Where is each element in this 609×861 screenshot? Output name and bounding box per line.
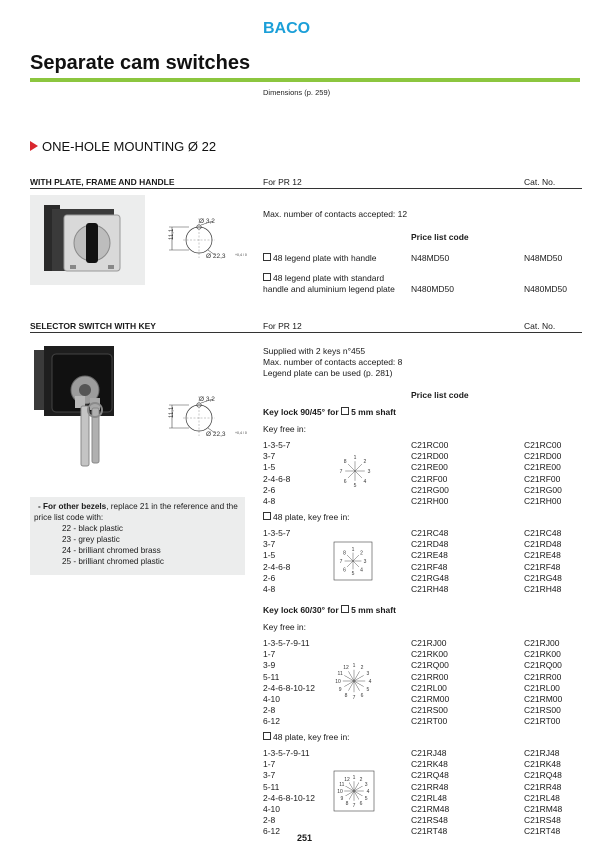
checkbox-square-icon [263, 253, 271, 261]
note-item: 24 - brilliant chromed brass [62, 546, 161, 555]
list-item: C21RD00 [411, 451, 449, 462]
list-item: C21RM00 [524, 694, 563, 705]
lock-title-pre: Key lock 60/30° for [263, 605, 339, 615]
drawing-dia-large-label: Ø 22,3 [206, 253, 226, 260]
list-item: C21RC48 [524, 528, 562, 538]
note-item: 22 - black plastic [62, 524, 123, 533]
dial-position-label: 8 [343, 550, 346, 557]
list-item: 2-4-6-8 [263, 473, 291, 484]
dial-position-label: 8 [343, 459, 347, 466]
dial-position-label: 4 [366, 789, 370, 795]
lock2-g1-labels [263, 638, 315, 728]
bezel-note [30, 497, 245, 575]
list-item: C21RK00 [411, 649, 448, 660]
page-title: Separate cam switches [30, 52, 251, 74]
dial-position-label: 11 [339, 782, 345, 788]
dial-position-label: 2 [360, 550, 363, 557]
dial-position-label: 3 [366, 671, 370, 677]
lock2-key-free: Key free in: [263, 622, 306, 632]
list-item: C21RL48 [524, 792, 560, 803]
list-item: C21RJ00 [524, 638, 560, 648]
list-item: C21RL00 [524, 682, 560, 693]
list-item: C21RJ00 [411, 638, 447, 648]
dial-position-label: 3 [364, 782, 368, 788]
list-item: C21RK00 [524, 649, 561, 660]
list-item: C21RR48 [524, 781, 562, 792]
list-item: 3-7 [263, 451, 276, 462]
list-item: C21RD48 [524, 539, 562, 550]
page-number: 251 [297, 833, 313, 843]
plate-label: 48 plate, key free in: [273, 512, 350, 522]
lock2-title [263, 605, 396, 616]
dial-spoke [347, 555, 353, 561]
list-item: 4-10 [263, 804, 281, 815]
block2-intro [263, 346, 402, 379]
dial-position-label: 8 [344, 692, 348, 699]
brand-name: BACO [263, 20, 311, 37]
dial-position-label: 1 [353, 455, 357, 461]
list-item: C21RQ00 [411, 660, 449, 671]
list-item: 2-4-6-8 [263, 561, 291, 572]
list-item: C21RE00 [524, 462, 561, 473]
dial-position-label: 3 [363, 559, 367, 565]
dial-position-label: 9 [340, 796, 344, 802]
dial-position-label: 7 [352, 695, 356, 701]
dial-position-label: 6 [359, 801, 363, 808]
list-item: C21RG48 [524, 572, 562, 583]
block2-cat-header: Cat. No. [524, 321, 556, 331]
plate-label: 48 plate, key free in: [273, 732, 350, 742]
list-item: C21RH48 [411, 584, 449, 595]
note-item: 25 - brilliant chromed plastic [62, 557, 164, 566]
block2-rule [30, 332, 582, 333]
block1-row1-code: N48MD50 [411, 253, 450, 263]
list-item: C21RQ48 [411, 770, 449, 781]
dial-spoke [348, 464, 355, 471]
drawing-dia-small-label: Ø 3,2 [199, 218, 215, 225]
row-desc-2: handle and aluminium legend plate [263, 284, 395, 294]
list-item: C21RM00 [411, 694, 450, 705]
list-item: C21RE48 [524, 550, 561, 561]
note-bold: - For other bezels [38, 502, 107, 511]
dial-spoke [355, 471, 362, 478]
list-item: C21RG48 [411, 572, 449, 583]
list-item: 1-7 [263, 759, 276, 770]
dial-position-label: 4 [360, 567, 363, 574]
list-item: C21RT00 [411, 716, 448, 727]
list-item: C21RH48 [524, 584, 562, 595]
list-item: C21RQ00 [524, 660, 562, 671]
lock1-g2-labels [263, 528, 290, 595]
list-item: C21RK48 [411, 759, 448, 770]
dial-position-label: 1 [352, 663, 356, 669]
list-item: 3-9 [263, 660, 276, 671]
list-item: C21RT48 [411, 826, 448, 837]
red-triangle-icon [30, 141, 38, 151]
checkbox-square-icon [263, 273, 271, 281]
list-item: C21RC00 [524, 440, 562, 450]
list-item: 1-3-5-7-9-11 [263, 638, 310, 648]
dial-position-label: 5 [351, 571, 355, 577]
block1-max-contacts: Max. number of contacts accepted: 12 [263, 209, 408, 219]
product-photo-handle [30, 195, 145, 285]
intro-line: Legend plate can be used (p. 281) [263, 368, 393, 378]
list-item: C21RL48 [411, 792, 447, 803]
list-item: C21RM48 [524, 804, 563, 815]
block2-title: SELECTOR SWITCH WITH KEY [30, 321, 156, 331]
list-item: 1-3-5-7 [263, 528, 291, 538]
checkbox-square-icon [263, 732, 271, 740]
lock2-g2-cats [524, 748, 562, 838]
block1-title: WITH PLATE, FRAME AND HANDLE [30, 177, 175, 187]
list-item: 6-12 [263, 826, 281, 837]
list-item: C21RJ48 [411, 748, 447, 758]
dial-position-label: 6 [360, 692, 364, 699]
list-item: C21RG00 [524, 484, 562, 495]
dial-12-position-diagram [333, 660, 375, 702]
dial-position-label: 2 [359, 776, 363, 783]
list-item: 1-3-5-7 [263, 440, 291, 450]
list-item: 3-7 [263, 770, 276, 781]
dial-position-label: 1 [352, 775, 356, 781]
dial-spoke [353, 555, 359, 561]
dial-spoke [347, 561, 353, 567]
list-item: C21RC00 [411, 440, 449, 450]
list-item: 2-6 [263, 484, 276, 495]
drawing-height-label: 11,1 [169, 228, 175, 240]
dial-position-label: 9 [338, 687, 342, 693]
list-item: C21RR00 [411, 671, 449, 682]
list-item: 5-11 [263, 671, 280, 682]
note-rest: , replace 21 in the reference and the [106, 502, 238, 511]
section-title [30, 139, 216, 154]
list-item: 1-5 [263, 550, 276, 561]
list-item: C21RF00 [411, 473, 448, 484]
block1-row2-code: N480MD50 [411, 284, 454, 294]
list-item: C21RJ48 [524, 748, 560, 758]
dial-position-label: 3 [367, 469, 371, 475]
dimension-drawing-2 [163, 388, 248, 443]
row-desc: 48 legend plate with handle [273, 253, 377, 263]
list-item: C21RK48 [524, 759, 561, 770]
list-item: 2-6 [263, 572, 276, 583]
list-item: 1-3-5-7-9-11 [263, 748, 310, 758]
lock1-g1-cats [524, 440, 562, 507]
list-item: 1-7 [263, 649, 276, 660]
dial-position-label: 8 [345, 801, 349, 808]
list-item: 6-12 [263, 716, 281, 727]
list-item: C21RR00 [524, 671, 562, 682]
list-item: 2-4-6-8-10-12 [263, 792, 315, 803]
lock1-g1-labels [263, 440, 290, 507]
list-item: C21RL00 [411, 682, 447, 693]
selector-switch-key-image [30, 340, 145, 480]
list-item: C21RM48 [411, 804, 450, 815]
list-item: C21RH00 [411, 496, 449, 507]
block1-rule [30, 188, 582, 189]
list-item: C21RE48 [411, 550, 448, 561]
note-item: 23 - grey plastic [62, 535, 120, 544]
dial-position-label: 6 [343, 478, 347, 485]
list-item: 2-8 [263, 815, 276, 826]
block1-row2-cat: N480MD50 [524, 284, 567, 294]
block1-row2-desc [263, 273, 395, 295]
dial-8-plate-diagram [333, 541, 373, 581]
block1-row1-desc [263, 253, 377, 264]
dial-position-label: 5 [353, 483, 357, 489]
product-photo-key [30, 340, 145, 480]
dial-position-label: 10 [337, 789, 343, 795]
block2-price-header: Price list code [411, 390, 469, 400]
list-item: C21RQ48 [524, 770, 562, 781]
intro-line: Supplied with 2 keys n°455 [263, 346, 366, 356]
list-item: 2-4-6-8-10-12 [263, 682, 315, 693]
lock1-g2-codes [411, 528, 449, 595]
dial-position-label: 1 [351, 547, 355, 553]
list-item: 1-5 [263, 462, 276, 473]
list-item: C21RT00 [524, 716, 561, 727]
dimension-drawing-1 [163, 210, 248, 265]
checkbox-square-icon [341, 407, 349, 415]
lock1-g2-cats [524, 528, 562, 595]
note-items [34, 523, 241, 567]
section-title-text: ONE-HOLE MOUNTING Ø 22 [42, 139, 217, 154]
dial-position-label: 6 [343, 567, 346, 574]
list-item: C21RS00 [411, 705, 448, 716]
lock2-g1-cats [524, 638, 562, 728]
dial-spoke [355, 464, 362, 471]
dial-position-label: 2 [360, 665, 364, 672]
list-item: 2-8 [263, 705, 276, 716]
list-item: C21RD00 [524, 451, 562, 462]
dial-spoke [348, 471, 355, 478]
lock1-g1-codes [411, 440, 449, 507]
checkbox-square-icon [263, 512, 271, 520]
intro-line: Max. number of contacts accepted: 8 [263, 357, 403, 367]
dial-12-plate-diagram [333, 770, 375, 812]
dial-position-label: 11 [337, 671, 343, 677]
list-item: C21RF00 [524, 473, 561, 484]
dial-position-label: 7 [352, 803, 356, 809]
dial-position-label: 5 [366, 687, 370, 693]
title-rule [30, 78, 580, 82]
lock2-plate-label [263, 732, 350, 743]
lock-title-post: 5 mm shaft [351, 407, 396, 417]
lock2-g2-labels [263, 748, 315, 838]
list-item: C21RD48 [411, 539, 449, 550]
list-item: 5-11 [263, 781, 280, 792]
dial-position-label: 2 [363, 459, 367, 466]
lock2-g1-codes [411, 638, 449, 728]
dial-position-label: 10 [335, 679, 341, 685]
block1-row1-cat: N48MD50 [524, 253, 563, 263]
block1-cat-header: Cat. No. [524, 177, 556, 187]
dial-8-position-diagram [335, 451, 375, 491]
dial-position-label: 7 [339, 559, 343, 565]
lock-title-pre: Key lock 90/45° for [263, 407, 339, 417]
drawing-dia-small-label: Ø 3,2 [199, 396, 215, 403]
cam-switch-handle-image [30, 195, 145, 285]
dial-position-label: 12 [343, 665, 349, 672]
dimensions-ref[interactable]: Dimensions (p. 259) [263, 88, 331, 97]
list-item: C21RG00 [411, 484, 449, 495]
drawing-tolerance-label: +0,4 / 0 [235, 253, 247, 257]
drawing-tolerance-label: +0,4 / 0 [235, 431, 247, 435]
drawing-height-label: 11,1 [169, 406, 175, 418]
checkbox-square-icon [341, 605, 349, 613]
list-item: C21RT48 [524, 826, 561, 837]
note-line2: price list code with: [34, 513, 104, 522]
dial-position-label: 5 [364, 796, 368, 802]
lock1-title [263, 407, 396, 418]
dial-position-label: 7 [339, 469, 343, 475]
lock2-g2-codes [411, 748, 449, 838]
list-item: C21RS00 [524, 705, 561, 716]
dial-position-label: 4 [368, 679, 372, 685]
list-item: 4-10 [263, 694, 281, 705]
drawing-dia-large-label: Ø 22,3 [206, 431, 226, 438]
lock1-plate-label [263, 512, 350, 523]
block1-price-header: Price list code [411, 232, 469, 242]
list-item: C21RE00 [411, 462, 448, 473]
list-item: C21RR48 [411, 781, 449, 792]
row-desc: 48 legend plate with standard [273, 273, 385, 283]
list-item: C21RF48 [524, 561, 561, 572]
lock1-key-free: Key free in: [263, 424, 306, 434]
dial-position-label: 4 [363, 478, 367, 485]
dial-position-label: 12 [344, 776, 350, 783]
block1-for: For PR 12 [263, 177, 302, 187]
list-item: 4-8 [263, 584, 276, 595]
list-item: C21RC48 [411, 528, 449, 538]
lock-title-post: 5 mm shaft [351, 605, 396, 615]
list-item: 4-8 [263, 496, 276, 507]
list-item: C21RH00 [524, 496, 562, 507]
list-item: C21RS48 [411, 815, 448, 826]
dial-spoke [353, 561, 359, 567]
block2-for: For PR 12 [263, 321, 302, 331]
list-item: 3-7 [263, 539, 276, 550]
list-item: C21RF48 [411, 561, 448, 572]
list-item: C21RS48 [524, 815, 561, 826]
